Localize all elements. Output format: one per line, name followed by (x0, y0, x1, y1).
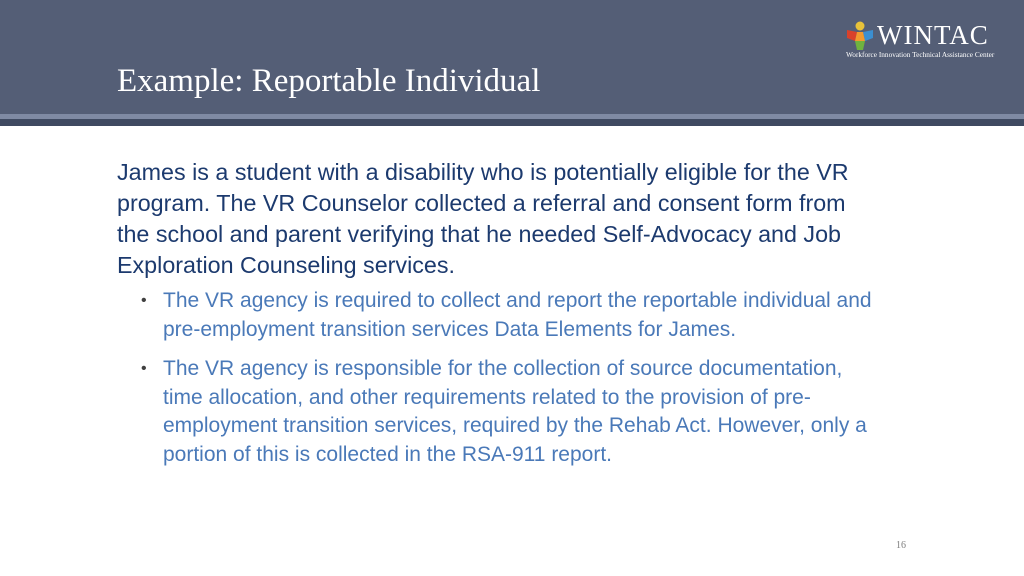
bullet-text: The VR agency is responsible for the collection of source documentation, time allocation, and other requirements related to the provision of pre-employment transition services, required by the Rehab Act. However, only a portion of this is collected in the RSA-911 report. (163, 357, 867, 466)
logo-name: WINTAC (877, 20, 989, 50)
slide-body (117, 157, 877, 480)
bullet-dot-icon: • (141, 360, 147, 377)
header-divider-dark (0, 119, 1024, 126)
logo-mark-icon (844, 21, 876, 51)
bullet-list (117, 287, 877, 469)
bullet-dot-icon: • (141, 292, 147, 309)
slide-title: Example: Reportable Individual (117, 63, 541, 99)
bullet-item (117, 287, 877, 344)
wintac-logo (844, 19, 1014, 61)
logo-subtitle: Workforce Innovation Technical Assistance Center (846, 50, 995, 59)
page-number: 16 (896, 540, 906, 551)
bullet-item (117, 355, 877, 469)
bullet-text: The VR agency is required to collect and report the reportable individual and pre-employment transition services Data Elements for James. (163, 289, 872, 341)
lead-paragraph: James is a student with a disability who is potentially eligible for the VR program. The VR Counselor collected a referral and consent form from the school and parent verifying that he needed Self-Advocacy and Job Exploration Counseling services. (117, 159, 849, 278)
header-band (0, 0, 1024, 114)
